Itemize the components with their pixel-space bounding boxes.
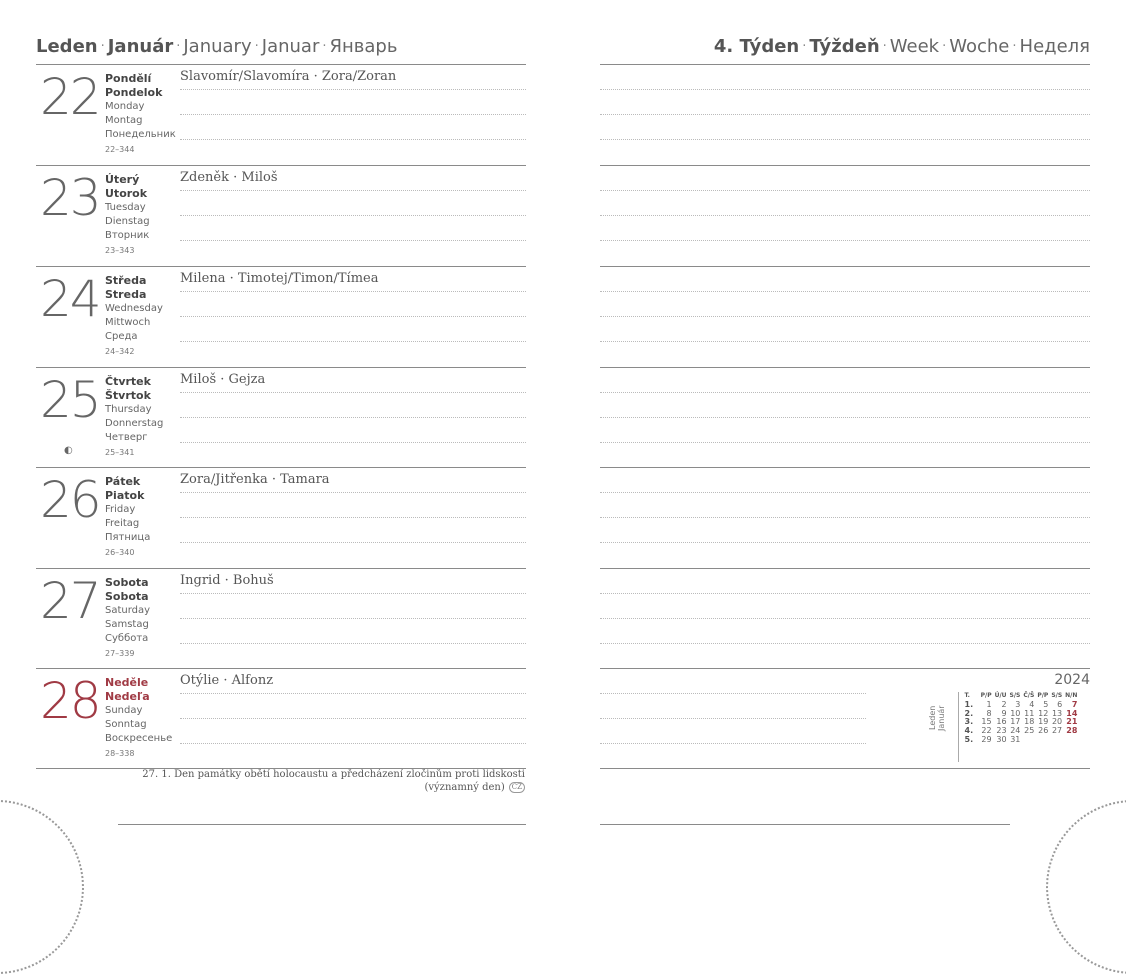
month-ru: Январь [329,36,398,57]
writing-line [180,392,526,393]
day-count: 25–341 [105,448,135,457]
week-ru: Неделя [1019,36,1090,57]
week-separator-line [600,367,1090,368]
name-day: Otýlie · Alfonz [180,673,274,688]
writing-line [180,291,526,292]
writing-line [600,215,1090,216]
day-name-ru: Среда [105,331,138,342]
day-name-en: Friday [105,504,136,515]
week-separator-line [600,467,1090,468]
cz-badge: CZ [509,782,525,793]
day-count: 23–343 [105,246,135,255]
page-corner-arc-left [0,800,84,974]
day-number: 25 [40,371,100,429]
day-name-ru: Вторник [105,230,150,241]
name-day: Miloš · Gejza [180,372,266,387]
name-day: Zora/Jitřenka · Tamara [180,472,330,487]
writing-line [180,718,526,719]
day-number: 22 [40,68,100,126]
day-separator-line [36,165,526,166]
week-separator-line [600,568,1090,569]
footnote [110,768,525,794]
page-header-left: Leden · Január · January · Januar · Январь [36,36,398,57]
day-name-cz: Pátek [105,475,141,488]
writing-line [180,341,526,342]
page-corner-arc-right [1046,800,1126,974]
writing-line [600,517,1090,518]
page-header-right: 4. Týden · Týždeň · Week · Woche · Неделя [713,36,1090,57]
day-name-de: Dienstag [105,216,150,227]
footnote-line1: 27. 1. Den památky obětí holocaustu a předcházení zločinům proti lidskosti [142,769,525,780]
day-number: 24 [40,270,100,328]
day-separator-line [36,467,526,468]
week-sk: Týždeň [809,36,880,57]
day-name-sk: Pondelok [105,86,163,99]
writing-line [180,89,526,90]
week-de: Woche [949,36,1010,57]
name-day: Milena · Timotej/Timon/Tímea [180,271,379,286]
mini-calendar-week-row: 3. 15 16 17 18 19 20 21 [964,717,1078,727]
day-name-cz: Sobota [105,576,149,589]
writing-line [180,743,526,744]
moon-phase-icon: ◐ [64,445,73,456]
day-name-en: Sunday [105,705,143,716]
month-sk: Január [107,36,174,57]
day-name-sk: Nedeľa [105,690,150,703]
writing-line [180,114,526,115]
day-name-sk: Utorok [105,187,148,200]
day-names [105,576,150,661]
writing-line [600,693,866,694]
day-separator-line [36,668,526,669]
day-name-en: Monday [105,101,145,112]
week-separator-line [600,768,1090,769]
week-separator-line [600,266,1090,267]
day-names [105,72,176,157]
day-name-de: Donnerstag [105,418,164,429]
month-cz: Leden [36,36,98,57]
writing-line [180,190,526,191]
writing-line [180,492,526,493]
writing-line [600,291,1090,292]
writing-line [180,316,526,317]
day-count: 22–344 [105,145,135,154]
writing-line [180,517,526,518]
name-day: Slavomír/Slavomíra · Zora/Zoran [180,69,397,84]
writing-line [600,718,866,719]
writing-line [600,341,1090,342]
writing-line [180,542,526,543]
week-separator-line [600,165,1090,166]
mini-calendar-header-row: T. P/P Ú/U S/S Č/Š P/P S/S N/N [964,692,1078,699]
day-name-en: Thursday [105,404,152,415]
day-name-cz: Neděle [105,676,149,689]
day-name-en: Wednesday [105,303,163,314]
writing-line [600,114,1090,115]
day-name-cz: Úterý [105,173,140,186]
day-name-ru: Четверг [105,432,148,443]
day-names [105,676,172,761]
week-separator-line [600,668,1090,669]
day-name-sk: Streda [105,288,147,301]
mini-calendar-week-row: 4. 22 23 24 25 26 27 28 [964,726,1078,736]
name-day: Ingrid · Bohuš [180,573,274,588]
writing-line [600,417,1090,418]
day-name-sk: Piatok [105,489,145,502]
day-name-ru: Пятница [105,532,151,543]
writing-line [180,215,526,216]
day-separator-line [36,266,526,267]
mini-calendar-week-row: 2. 8 9 10 11 12 13 14 [964,708,1078,718]
day-names [105,274,163,359]
day-count: 27–339 [105,649,135,658]
writing-line [180,593,526,594]
writing-line [600,240,1090,241]
writing-line [180,139,526,140]
writing-line [180,442,526,443]
day-separator-line [36,367,526,368]
writing-line [180,643,526,644]
day-number: 23 [40,169,100,227]
mini-calendar-week-row: 5. 29 30 31 [964,734,1021,744]
day-count: 28–338 [105,749,135,758]
week-separator-line [600,64,1090,65]
day-name-cz: Středa [105,274,147,287]
writing-line [600,442,1090,443]
month-en: January [183,36,252,57]
writing-line [600,316,1090,317]
day-count: 24–342 [105,347,135,356]
writing-line [600,190,1090,191]
name-day: Zdeněk · Miloš [180,170,278,185]
day-name-en: Saturday [105,605,151,616]
bottom-rule-left [118,824,526,825]
writing-line [180,240,526,241]
bottom-rule-right [600,824,1010,825]
day-names [105,475,150,560]
day-name-de: Montag [105,115,143,126]
day-name-de: Samstag [105,619,149,630]
day-names [105,173,150,258]
writing-line [600,593,1090,594]
month-de: Januar [261,36,320,57]
mini-calendar [928,672,1090,767]
day-number: 27 [40,572,100,630]
writing-line [600,618,1090,619]
day-name-de: Freitag [105,518,140,529]
mini-calendar-month-label: Leden Január [928,705,946,731]
day-name-ru: Понедельник [105,129,176,140]
day-name-en: Tuesday [105,202,146,213]
day-count: 26–340 [105,548,135,557]
mini-calendar-year: 2024 [1054,672,1090,688]
writing-line [600,139,1090,140]
day-name-sk: Štvrtok [105,389,151,402]
day-number: 26 [40,471,100,529]
writing-line [600,743,866,744]
day-name-de: Sonntag [105,719,147,730]
day-name-cz: Čtvrtek [105,375,151,388]
day-name-de: Mittwoch [105,317,151,328]
writing-line [600,643,1090,644]
mini-calendar-week-row: 1. 1 2 3 4 5 6 7 [964,699,1078,709]
day-number: 28 [40,672,100,730]
mini-calendar-grid [958,692,1079,762]
writing-line [600,89,1090,90]
day-separator-line [36,768,526,769]
writing-line [180,417,526,418]
day-name-ru: Воскресенье [105,733,173,744]
writing-line [180,693,526,694]
footnote-line2: (významný den) [424,782,505,793]
week-en: Week [889,36,940,57]
day-separator-line [36,568,526,569]
day-name-cz: Pondělí [105,72,152,85]
day-separator-line [36,64,526,65]
writing-line [600,392,1090,393]
week-cz: 4. Týden [713,36,800,57]
writing-line [600,492,1090,493]
day-name-sk: Sobota [105,590,149,603]
day-names [105,375,163,460]
day-name-ru: Суббота [105,633,149,644]
writing-line [600,542,1090,543]
writing-line [180,618,526,619]
